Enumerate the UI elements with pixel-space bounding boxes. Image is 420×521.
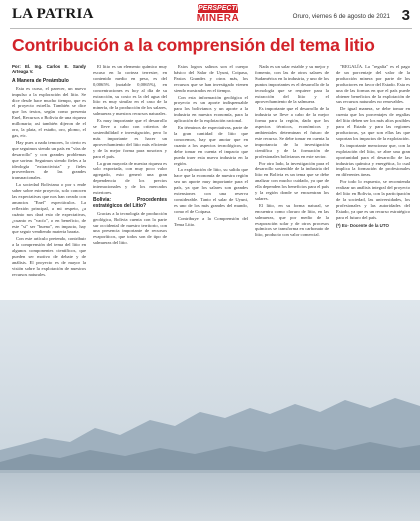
masthead	[10, 6, 412, 28]
article-column-2	[93, 64, 167, 300]
paragraph: El litio es un elemento químico muy escaso en la corteza terrestre, en contenido medio en peso, es del 0,0065% (notable 0,0065%), en concentraciones es hoy al día de su extracción, su costo es la del agua del litio es muy similar en el caso de la minería, de la producción de los salares, salmueras y nuestros recursos naturales.	[93, 64, 167, 117]
paragraph: Nada es un salar estable y su mejor y fomento, con las de otros salares de Sudamérica en la industria, y uno de los puntos importantes es el desarrollo de la tecnología que se requiere para la extracción del litio y el aprovechamiento de la salmuera.	[255, 64, 329, 105]
paragraph: Es muy importante que el desarrollo se lleve a cabo con criterios de sostenibilidad e investigación, pero lo más importante es hacer un aprovechamiento del litio más eficiente y de la mejor forma para nosotros y para el país.	[93, 118, 167, 159]
author-credit: (*) Ex- Docente de la UTO	[336, 222, 389, 228]
article-subhead: A Manera de Preámbulo	[12, 77, 69, 84]
horizon-line	[0, 470, 420, 473]
paragraph: "REGALÍA. La "regalía" es el pago de un porcentaje del valor de la producción minera por parte de los productores en favor del Estado. Esta es una de las formas en que el país puede obtener beneficios de la explotación de sus recursos naturales no renovables.	[336, 64, 410, 105]
article-column-3	[174, 64, 248, 300]
paragraph: La explotación de litio, su salida que hace que la economía de nuestra región sea un aporte muy importante para el país, ya que los salares son grandes extensiones con una reserva considerable. Tanto el salar de Uyuni, es uno de los más grandes del mundo, como el de Coipasa.	[174, 167, 248, 214]
section-logo-bottom: MINERA	[196, 13, 240, 24]
newspaper-name: LA PATRIA	[12, 6, 94, 22]
salt-flat	[0, 470, 420, 521]
dateline: Oruro, viernes 6 de agosto de 2021	[292, 13, 390, 20]
article-byline: Por: El. Ing. Carlos E. Sandy Arteaga V.	[12, 64, 86, 75]
paragraph: Contribuye a la Comprensión del Tema Litio.	[174, 215, 248, 227]
paragraph: En términos de expectativas, parte de la gran cantidad de litio que conocemos, hay que anotar que en cuanto a los aspectos tecnológicos, se debe tomar en cuenta el impacto que pueda traer esta nueva industria en la región.	[174, 125, 248, 166]
salt-flat-image	[0, 300, 420, 521]
paragraph: Por otro lado, la investigación para el desarrollo sostenible de la industria del litio en Bolivia es un tema que se debe analizar con mucho cuidado, ya que de ella dependen los beneficios para el país y la región donde se encuentran los salares.	[255, 160, 329, 201]
article-column-1	[12, 64, 86, 300]
masthead-divider	[10, 28, 412, 29]
paragraph: Con esta información geológica el proyecto es un aporte indispensable para los bolivianos y un aporte a la industria en nuestra economía, para la aplicación de la explotación racional.	[174, 94, 248, 124]
article-headline: Contribución a la comprensión del tema litio	[12, 35, 375, 55]
page-number: 3	[401, 7, 410, 24]
section-logo-top: PERSPECTIVA	[198, 5, 247, 12]
paragraph-subhead: Bolivia: Procedentes estratégicos del Litio?	[93, 196, 167, 209]
paragraph: El litio, en su forma natural, se encuentra como cloruro de litio, en las salmueras, que por medio de la evaporación solar y de otros procesos químicos se transforma en carbonato de litio, producto con valor comercial.	[255, 202, 329, 238]
article-column-5	[336, 64, 410, 300]
paragraph: Hay pues a nada temores, lo cierto es que seguimos siendo un país en "vías de desarrollo" y con grandes problemas que sortear. Seguimos siendo fieles a la ideología "extractivista" y fieles proveedores de las grandes transnacionales.	[12, 139, 86, 181]
landscape-photo	[0, 300, 420, 521]
paragraph: Es importante mencionar que, con la explotación del litio, se abre una gran oportunidad para el desarrollo de las industrias química y energética, lo cual implica la formación de profesionales en diferentes áreas.	[336, 142, 410, 178]
article-column-4	[255, 64, 329, 300]
paragraph: Esta es curso, el parecer, un nuevo impulso a la exploración del litio. Se dice desde hace mucho tiempo, que es el proyecto estrella. También se dice que los textos, según como presenta Enel, Recursos o Bolivia de una riqueza millonaria; así también dijeron de el oro, la plata, el estaño, oro, plomo, el gas, etc.	[12, 85, 86, 138]
paragraph: Estos logros salinos son el cuerpo básico del Salar de Uyuni, Coipasa, Pastos Grandes y otros más, los recursos que se han investigado vienen siendo mostrados en el tiempo.	[174, 64, 248, 93]
paragraph: La sociedad Boliviana o por s ende saber sobre este proyecto, solo conocen las expectativas que nos han creado con anuncios "Enel" espectáculos. La reflexión principal, a mi respeto, ¿a cuánto nos dará esto de expectativas, ¿cuanto es "vacío", o en beneficio, de este "si" ser "bueno", en impacto, hay que seguir vendiendo materia barata.	[12, 182, 86, 235]
paragraph: De igual manera, se debe tomar en cuenta que los porcentajes de regalías del litio deben ser los más altos posibles para el Estado y para las regiones productoras, ya que son ellas las que soportan los impactos de la explotación.	[336, 106, 410, 141]
paragraph: Por todo lo expuesto, se recomienda realizar un análisis integral del proyecto del litio en Bolivia, con la participación de la sociedad, las universidades, los profesionales y las autoridades del Estado, ya que es un recurso estratégico para el futuro del país.	[336, 179, 410, 220]
article-body	[12, 64, 410, 300]
paragraph: La gran mayoría de nuestra riqueza es solo exportada, con muy poco valor agregado, esto generó una gran dependencia de los precios internacionales y de los mercados exteriores.	[93, 160, 167, 196]
paragraph: Es importante que el desarrollo de la industria se lleve a cabo de la mejor forma para la región, dado que los aspectos técnicos, económicos y ambientales determinan el futuro de este recurso. Se debe tomar en cuenta la importancia de la investigación científica y de la formación de profesionales bolivianos en este sector.	[255, 106, 329, 159]
paragraph: Con este artículo pretendo, contribuir a la comprensión del tema del litio en algunos componentes científicos, que pueden ser motivo de debate y de análisis. El proyecto es de mayor la visión sobre la explotación de nuestros recursos naturales.	[12, 236, 86, 277]
section-logo	[188, 4, 248, 30]
paragraph: Gracias a la tecnología de producción geológica, Bolivia cuenta con la parte sur occidental de nuestro territorio, con una presencia importante de recursos evaporíticos, que todos son de tipo de salmueras del litio.	[93, 210, 167, 246]
